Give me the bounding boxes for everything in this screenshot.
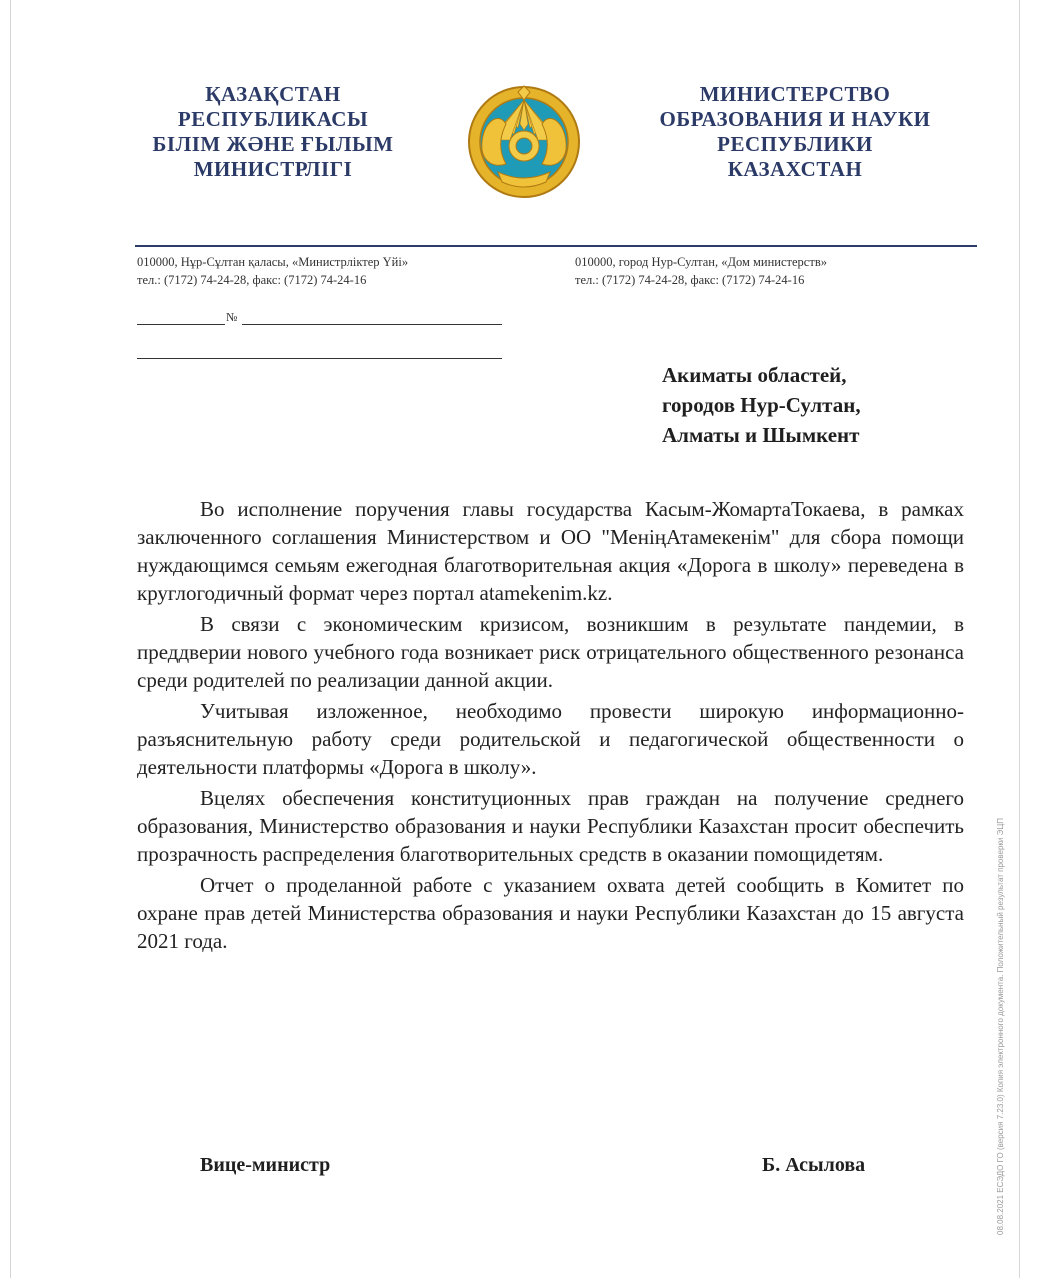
signatory-name: Б. Асылова xyxy=(762,1154,866,1176)
letter-body xyxy=(137,495,964,958)
paragraph: Отчет о проделанной работе с указанием охвата детей сообщить в Комитет по охране прав детей Министерства образования и науки Республики Казахстан до 15 августа 2021 года. xyxy=(137,873,964,953)
address-kazakh: 010000, Нұр-Сұлтан қаласы, «Министрліктер Үйі» xyxy=(137,255,409,269)
number-blank-line xyxy=(242,324,502,325)
state-emblem-icon xyxy=(462,84,586,200)
signatory-title: Вице-министр xyxy=(200,1154,331,1176)
address-russian: 010000, город Нур-Султан, «Дом министерств» xyxy=(575,255,827,269)
header-left-line: МИНИСТРЛІГІ xyxy=(193,157,353,181)
paragraph: Вцелях обеспечения конституционных прав граждан на получение среднего образования, Министерство образования и науки Республики Казахстан просит обеспечить прозрачность распределения благотворительных средств в оказании помощидетям. xyxy=(137,786,964,866)
recipient-line: Акиматы областей, xyxy=(662,363,847,387)
date-blank-line xyxy=(137,324,225,325)
header-left-line: РЕСПУБЛИКАСЫ xyxy=(177,107,369,131)
header-left-line: ҚАЗАҚСТАН xyxy=(205,82,341,106)
paragraph: Учитывая изложенное, необходимо провести широкую информационно-разъяснительную работу среди родительской и педагогической общественности о деятельности платформы «Дорога в школу». xyxy=(137,699,964,779)
recipient-line: Алматы и Шымкент xyxy=(662,423,860,447)
recipient-line: городов Нур-Султан, xyxy=(662,393,861,417)
ministry-name-kazakh xyxy=(128,82,418,182)
e-document-stamp: 08.08.2021 ЕСЭДО ГО (версия 7.23.0) Копия электронного документа. Положительный результат проверки ЭЦП xyxy=(996,817,1005,1235)
number-sign: № xyxy=(226,310,238,324)
header-right-line: КАЗАХСТАН xyxy=(727,157,863,181)
recipient-block xyxy=(662,360,861,450)
paragraph: В связи с экономическим кризисом, возникшим в результате пандемии, в преддверии нового учебного года возникает риск отрицательного общественного резонанса среди родителей по реализации данной акции. xyxy=(137,612,964,692)
header-right-line: РЕСПУБЛИКИ xyxy=(717,132,873,156)
header-left-line: БІЛІМ ЖӘНЕ ҒЫЛЫМ xyxy=(152,132,394,156)
reference-blank-line xyxy=(137,358,502,359)
header-right-line: ОБРАЗОВАНИЯ И НАУКИ xyxy=(659,107,931,131)
phone-kazakh: тел.: (7172) 74-24-28, факс: (7172) 74-24-16 xyxy=(137,273,367,287)
paragraph: Во исполнение поручения главы государства Касым-ЖомартаТокаева, в рамках заключенного соглашения Министерством и ОО "МенiңАтамекенiм" для сбора помощи нуждающимся семьям ежегодная благотворительная акция «Дорога в школу» переведена в круглогодичный формат через портал atamekenim.kz. xyxy=(137,497,964,605)
ministry-name-russian xyxy=(640,82,950,182)
header-right-line: МИНИСТЕРСТВО xyxy=(699,82,891,106)
header-rule xyxy=(135,245,977,247)
phone-russian: тел.: (7172) 74-24-28, факс: (7172) 74-24-16 xyxy=(575,273,805,287)
